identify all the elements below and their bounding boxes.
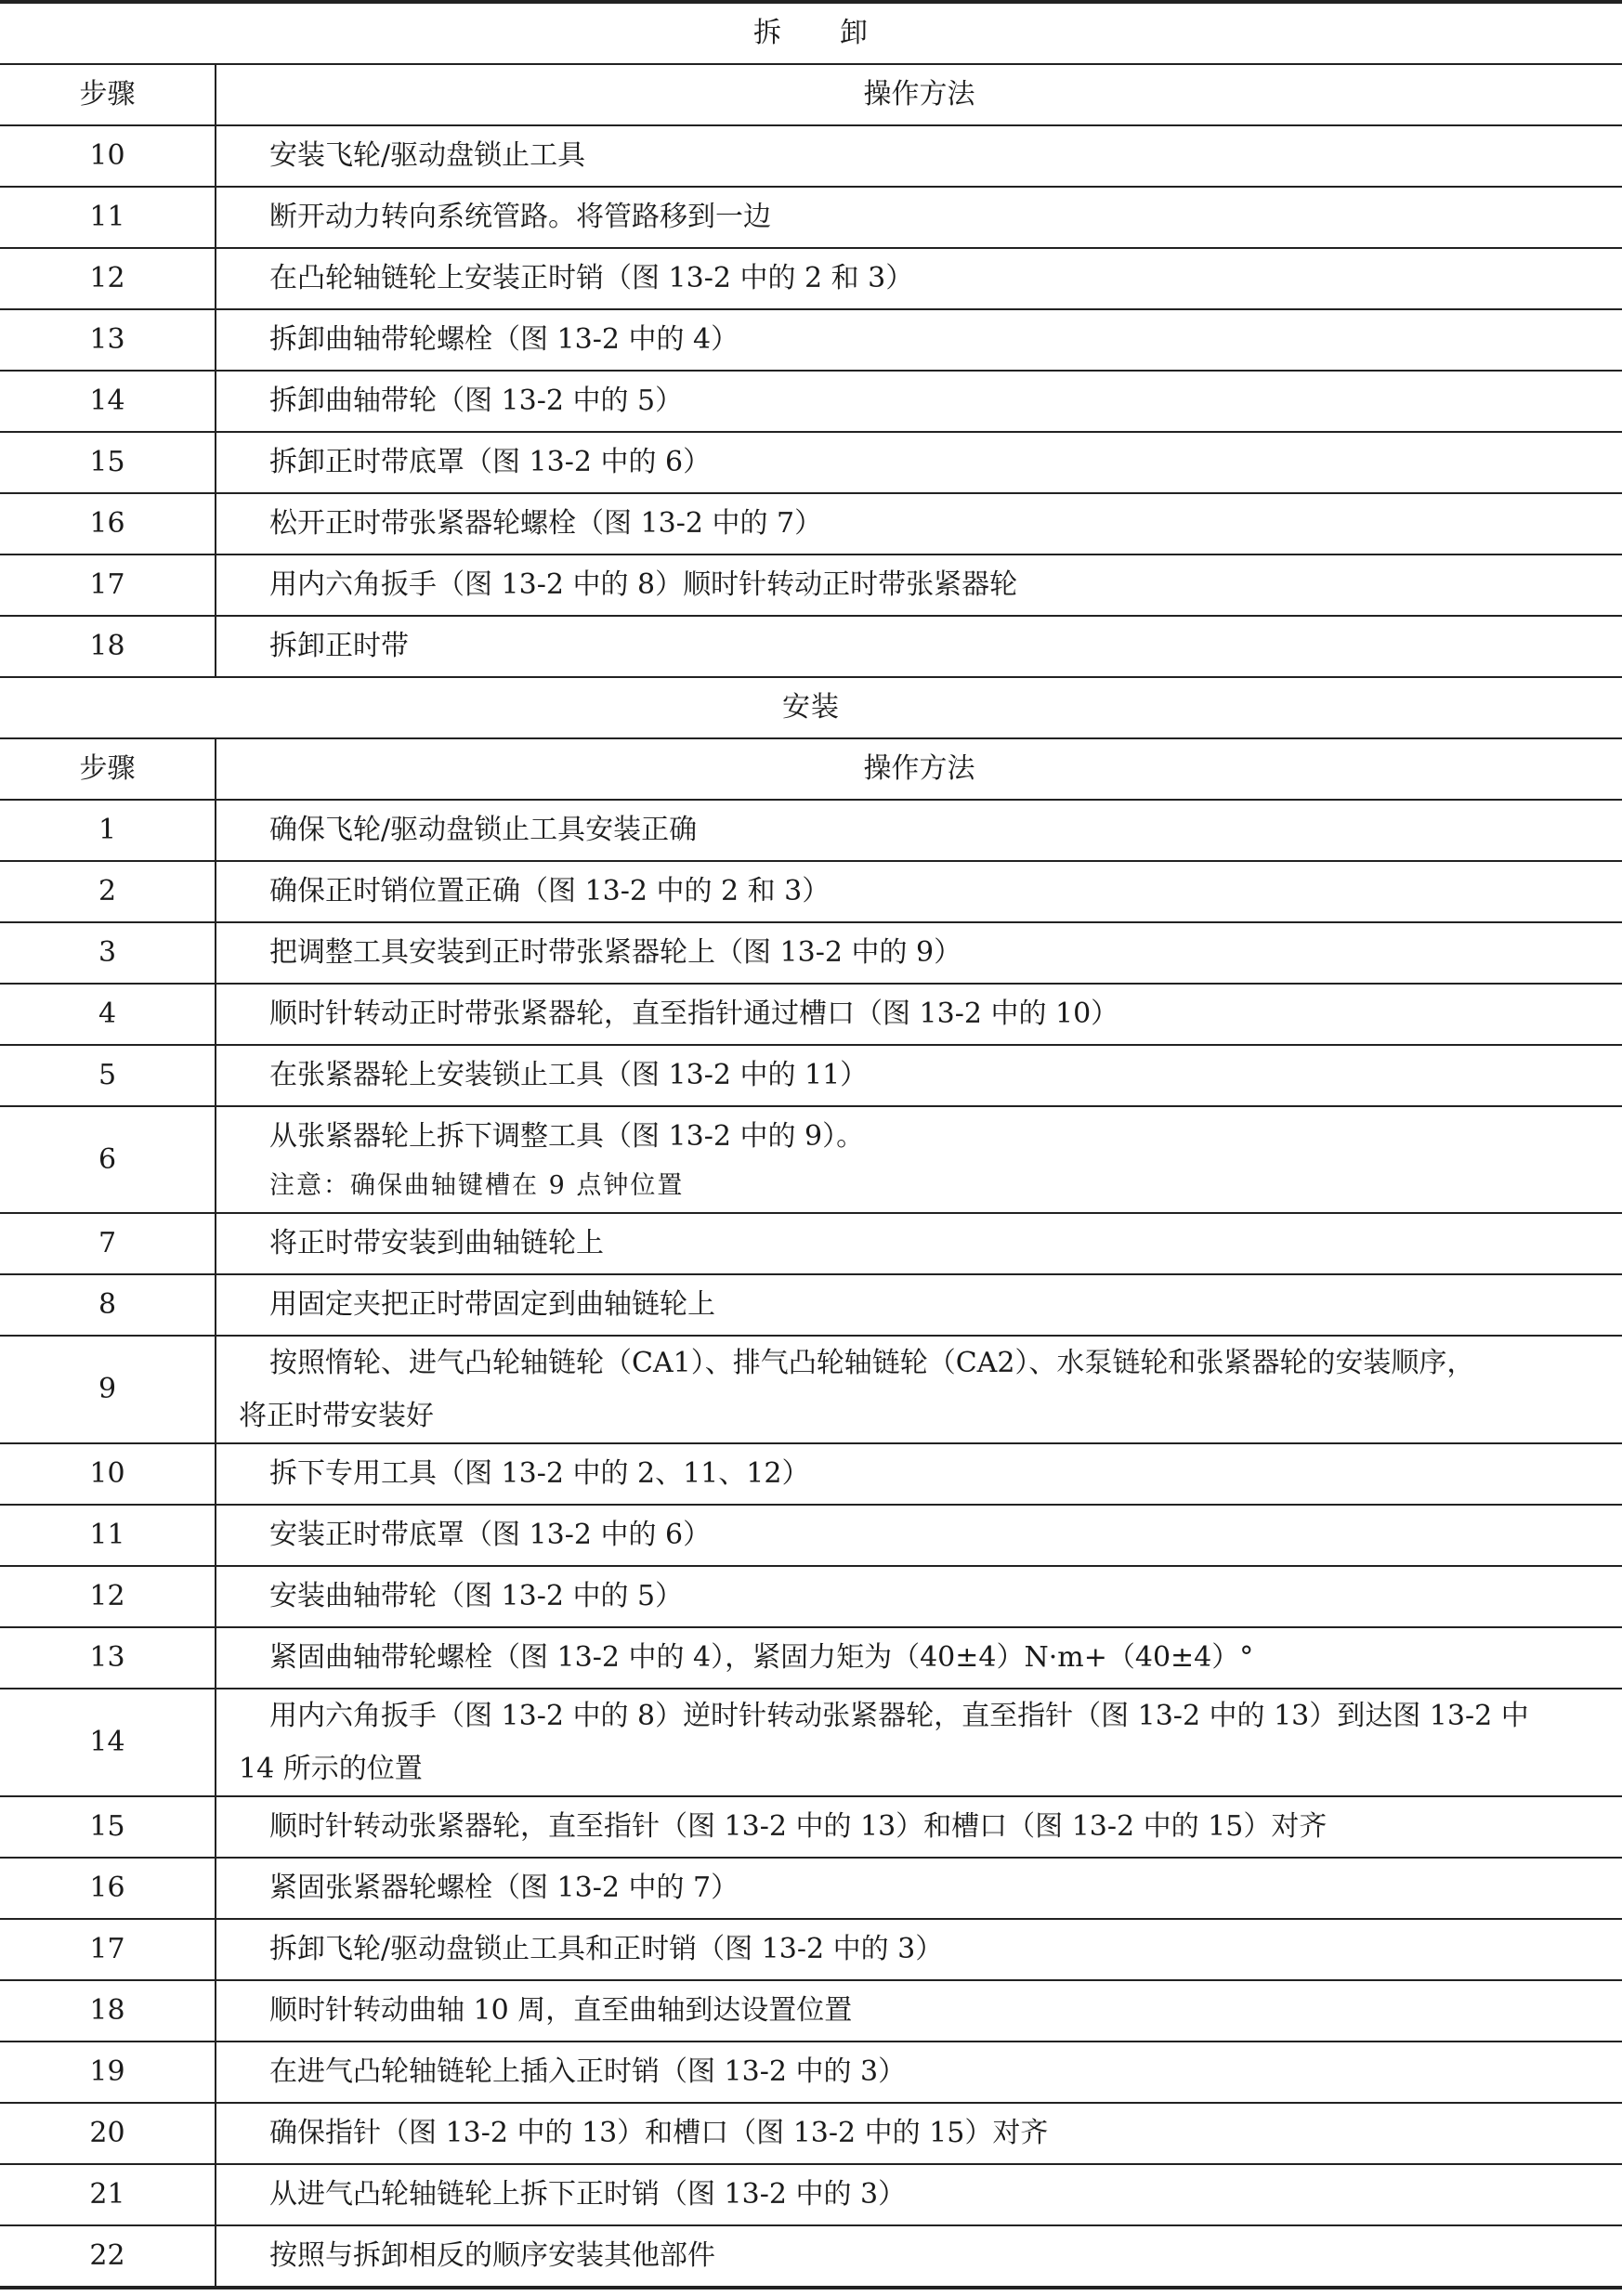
step-text: 安装曲轴带轮（图 13-2 中的 5） bbox=[216, 1566, 1622, 1627]
table-row bbox=[0, 1689, 1622, 1796]
step-text: 确保指针（图 13-2 中的 13）和槽口（图 13-2 中的 15）对齐 bbox=[216, 2103, 1622, 2164]
step-text-multiline bbox=[216, 1689, 1622, 1796]
table-row bbox=[0, 371, 1622, 432]
installation-section-title: 安装 bbox=[0, 677, 1622, 738]
step-text-line-1: 用内六角扳手（图 13-2 中的 8）逆时针转动张紧器轮，直至指针（图 13-2 中的 13）到达图 13-2 中 bbox=[269, 1700, 1529, 1732]
step-text: 紧固张紧器轮螺栓（图 13-2 中的 7） bbox=[216, 1858, 1622, 1919]
table-row bbox=[0, 1045, 1622, 1106]
table-row bbox=[0, 432, 1622, 493]
step-number: 7 bbox=[0, 1213, 216, 1274]
step-text: 在张紧器轮上安装锁止工具（图 13-2 中的 11） bbox=[216, 1045, 1622, 1106]
step-number: 13 bbox=[0, 309, 216, 371]
step-text-with-note bbox=[216, 1106, 1622, 1213]
step-number: 19 bbox=[0, 2042, 216, 2103]
step-text: 松开正时带张紧器轮螺栓（图 13-2 中的 7） bbox=[216, 493, 1622, 554]
step-number: 14 bbox=[0, 371, 216, 432]
table-row bbox=[0, 493, 1622, 554]
step-number: 21 bbox=[0, 2164, 216, 2225]
step-text: 在进气凸轮轴链轮上插入正时销（图 13-2 中的 3） bbox=[216, 2042, 1622, 2103]
table-row bbox=[0, 861, 1622, 922]
step-number: 11 bbox=[0, 1505, 216, 1566]
step-number: 8 bbox=[0, 1274, 216, 1336]
step-text-line-1: 按照惰轮、进气凸轮轴链轮（CA1）、排气凸轮轴链轮（CA2）、水泵链轮和张紧器轮的安装顺序， bbox=[269, 1347, 1475, 1379]
step-text: 拆下专用工具（图 13-2 中的 2、11、12） bbox=[216, 1443, 1622, 1505]
step-number: 11 bbox=[0, 187, 216, 248]
step-text: 拆卸正时带底罩（图 13-2 中的 6） bbox=[216, 432, 1622, 493]
table-row bbox=[0, 125, 1622, 187]
installation-column-header-row bbox=[0, 738, 1622, 800]
step-text-multiline bbox=[216, 1336, 1622, 1443]
removal-method-column-header: 操作方法 bbox=[216, 64, 1622, 125]
step-number: 17 bbox=[0, 1919, 216, 1980]
step-text: 确保正时销位置正确（图 13-2 中的 2 和 3） bbox=[216, 861, 1622, 922]
step-number: 20 bbox=[0, 2103, 216, 2164]
table-row bbox=[0, 1106, 1622, 1213]
step-text: 用内六角扳手（图 13-2 中的 8）顺时针转动正时带张紧器轮 bbox=[216, 554, 1622, 616]
step-number: 10 bbox=[0, 1443, 216, 1505]
step-text: 将正时带安装到曲轴链轮上 bbox=[216, 1213, 1622, 1274]
table-row bbox=[0, 922, 1622, 984]
step-text: 顺时针转动正时带张紧器轮，直至指针通过槽口（图 13-2 中的 10） bbox=[216, 984, 1622, 1045]
table-row bbox=[0, 1627, 1622, 1689]
step-text: 拆卸正时带 bbox=[216, 616, 1622, 677]
step-number: 17 bbox=[0, 554, 216, 616]
step-number: 18 bbox=[0, 616, 216, 677]
table-row bbox=[0, 554, 1622, 616]
step-number: 10 bbox=[0, 125, 216, 187]
step-number: 16 bbox=[0, 493, 216, 554]
step-text: 安装飞轮/驱动盘锁止工具 bbox=[216, 125, 1622, 187]
step-text: 安装正时带底罩（图 13-2 中的 6） bbox=[216, 1505, 1622, 1566]
step-number: 3 bbox=[0, 922, 216, 984]
step-text: 紧固曲轴带轮螺栓（图 13-2 中的 4），紧固力矩为（40±4）N·m+（40±4）° bbox=[216, 1627, 1622, 1689]
step-number: 15 bbox=[0, 432, 216, 493]
step-number: 5 bbox=[0, 1045, 216, 1106]
step-number: 1 bbox=[0, 800, 216, 861]
table-row bbox=[0, 1213, 1622, 1274]
removal-column-header-row bbox=[0, 64, 1622, 125]
step-text: 顺时针转动曲轴 10 周，直至曲轴到达设置位置 bbox=[216, 1980, 1622, 2042]
step-text: 拆卸曲轴带轮螺栓（图 13-2 中的 4） bbox=[216, 309, 1622, 371]
step-text-line-2: 将正时带安装好 bbox=[239, 1400, 434, 1432]
installation-section-header-row bbox=[0, 677, 1622, 738]
step-number: 14 bbox=[0, 1689, 216, 1796]
table-row bbox=[0, 1505, 1622, 1566]
table-row bbox=[0, 984, 1622, 1045]
step-text-line-2: 14 所示的位置 bbox=[239, 1753, 423, 1785]
step-number: 22 bbox=[0, 2225, 216, 2288]
table-row bbox=[0, 1919, 1622, 1980]
step-text: 顺时针转动张紧器轮，直至指针（图 13-2 中的 13）和槽口（图 13-2 中的 15）对齐 bbox=[216, 1796, 1622, 1858]
removal-section-title: 拆 卸 bbox=[0, 2, 1622, 64]
step-text: 用固定夹把正时带固定到曲轴链轮上 bbox=[216, 1274, 1622, 1336]
step-number: 4 bbox=[0, 984, 216, 1045]
step-number: 16 bbox=[0, 1858, 216, 1919]
table-row bbox=[0, 1858, 1622, 1919]
step-number: 13 bbox=[0, 1627, 216, 1689]
step-text: 拆卸飞轮/驱动盘锁止工具和正时销（图 13-2 中的 3） bbox=[216, 1919, 1622, 1980]
removal-step-column-header: 步骤 bbox=[0, 64, 216, 125]
table-row bbox=[0, 187, 1622, 248]
table-row bbox=[0, 2225, 1622, 2288]
table-row bbox=[0, 1443, 1622, 1505]
step-text: 断开动力转向系统管路。将管路移到一边 bbox=[216, 187, 1622, 248]
table-row bbox=[0, 1274, 1622, 1336]
table-row bbox=[0, 2042, 1622, 2103]
step-text: 从张紧器轮上拆下调整工具（图 13-2 中的 9）。 bbox=[269, 1119, 865, 1153]
table-row bbox=[0, 248, 1622, 309]
table-row bbox=[0, 1336, 1622, 1443]
table-row bbox=[0, 1566, 1622, 1627]
table-row bbox=[0, 800, 1622, 861]
step-text: 按照与拆卸相反的顺序安装其他部件 bbox=[216, 2225, 1622, 2288]
removal-section-header-row bbox=[0, 2, 1622, 64]
step-number: 12 bbox=[0, 248, 216, 309]
installation-method-column-header: 操作方法 bbox=[216, 738, 1622, 800]
step-number: 2 bbox=[0, 861, 216, 922]
step-text: 从进气凸轮轴链轮上拆下正时销（图 13-2 中的 3） bbox=[216, 2164, 1622, 2225]
step-note: 注意：确保曲轴键槽在 9 点钟位置 bbox=[269, 1170, 685, 1200]
step-text: 在凸轮轴链轮上安装正时销（图 13-2 中的 2 和 3） bbox=[216, 248, 1622, 309]
table-row bbox=[0, 1796, 1622, 1858]
step-number: 12 bbox=[0, 1566, 216, 1627]
step-text: 确保飞轮/驱动盘锁止工具安装正确 bbox=[216, 800, 1622, 861]
step-number: 6 bbox=[0, 1106, 216, 1213]
table-row bbox=[0, 309, 1622, 371]
step-text: 拆卸曲轴带轮（图 13-2 中的 5） bbox=[216, 371, 1622, 432]
table-row bbox=[0, 2103, 1622, 2164]
table-row bbox=[0, 2164, 1622, 2225]
step-number: 18 bbox=[0, 1980, 216, 2042]
installation-step-column-header: 步骤 bbox=[0, 738, 216, 800]
step-number: 15 bbox=[0, 1796, 216, 1858]
table-row bbox=[0, 1980, 1622, 2042]
table-row bbox=[0, 616, 1622, 677]
step-number: 9 bbox=[0, 1336, 216, 1443]
step-text: 把调整工具安装到正时带张紧器轮上（图 13-2 中的 9） bbox=[216, 922, 1622, 984]
